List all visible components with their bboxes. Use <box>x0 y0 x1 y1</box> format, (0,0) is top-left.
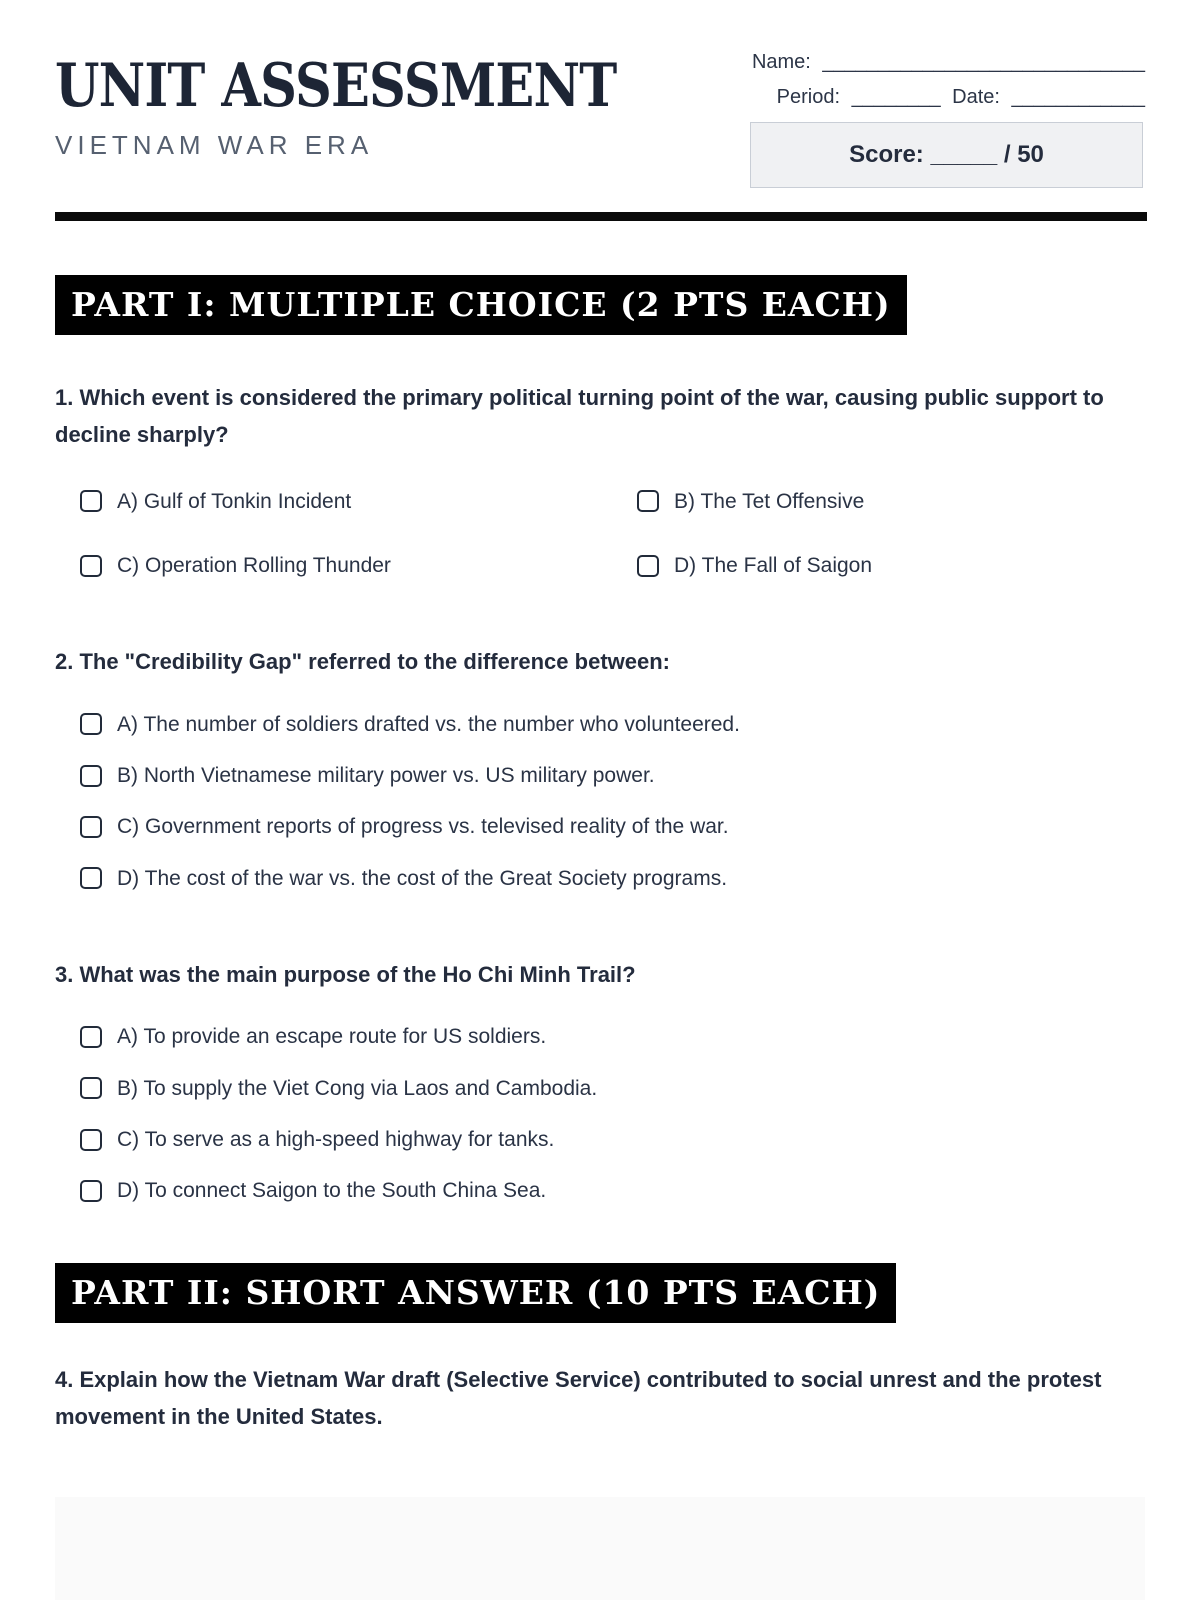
date-blank-line[interactable]: ____________ <box>1011 86 1145 108</box>
option-q2-a[interactable] <box>80 711 1145 738</box>
name-label: Name: <box>751 51 811 73</box>
checkbox-icon[interactable] <box>80 555 102 577</box>
divider-rule <box>55 212 1147 221</box>
option-q1-d[interactable] <box>637 552 1145 579</box>
option-q1-b[interactable] <box>637 488 1145 515</box>
option-q3-c[interactable] <box>80 1126 1145 1153</box>
question-2-options <box>55 711 1145 892</box>
option-q3-a[interactable] <box>80 1023 1145 1050</box>
option-q3-d[interactable] <box>80 1177 1145 1204</box>
checkbox-icon[interactable] <box>80 1077 102 1099</box>
option-label: A) The number of soldiers drafted vs. the number who volunteered. <box>117 712 740 736</box>
option-label: B) To supply the Viet Cong via Laos and Cambodia. <box>117 1076 598 1100</box>
header-student-block <box>750 52 1145 188</box>
question-3-text: 3. What was the main purpose of the Ho Chi Minh Trail? <box>55 961 636 987</box>
question-1-options <box>55 488 1145 580</box>
score-box <box>750 122 1143 188</box>
option-label: D) The cost of the war vs. the cost of the Great Society programs. <box>117 866 728 890</box>
option-label: B) North Vietnamese military power vs. US military power. <box>117 764 655 788</box>
name-field <box>750 52 1145 72</box>
checkbox-icon[interactable] <box>80 867 102 889</box>
checkbox-icon[interactable] <box>80 765 102 787</box>
option-label: A) Gulf of Tonkin Incident <box>117 489 352 513</box>
name-blank-line[interactable]: _____________________________ <box>822 51 1145 73</box>
part2-section-header: PART II: SHORT ANSWER (10 PTS EACH) <box>55 1263 896 1323</box>
checkbox-icon[interactable] <box>80 1129 102 1151</box>
question-4-text: 4. Explain how the Vietnam War draft (Selective Service) contributed to social unrest and the protest movement in the United States. <box>55 1366 1102 1429</box>
option-q2-c[interactable] <box>80 813 1145 840</box>
option-label: B) The Tet Offensive <box>674 489 865 513</box>
page-subtitle: VIETNAM WAR ERA <box>55 130 374 160</box>
page-title: UNIT ASSESSMENT <box>55 51 617 121</box>
period-label: Period: <box>776 86 841 108</box>
checkbox-icon[interactable] <box>80 1026 102 1048</box>
header <box>55 52 1145 188</box>
score-text: Score: _____ / 50 <box>849 141 1044 168</box>
checkbox-icon[interactable] <box>637 555 659 577</box>
period-date-field <box>750 87 1145 107</box>
option-label: C) To serve as a high-speed highway for tanks. <box>117 1127 555 1151</box>
period-blank-line[interactable]: ________ <box>851 86 941 108</box>
question-1-text: 1. Which event is considered the primary political turning point of the war, causing public support to decline sharply? <box>55 385 1104 448</box>
option-q3-b[interactable] <box>80 1075 1145 1102</box>
option-q2-b[interactable] <box>80 762 1145 789</box>
option-q2-d[interactable] <box>80 865 1145 892</box>
question-2-text: 2. The "Credibility Gap" referred to the difference between: <box>55 649 670 675</box>
question-3 <box>55 956 1145 1205</box>
checkbox-icon[interactable] <box>637 490 659 512</box>
option-q1-c[interactable] <box>80 552 637 579</box>
date-label: Date: <box>952 86 1000 108</box>
checkbox-icon[interactable] <box>80 490 102 512</box>
checkbox-icon[interactable] <box>80 816 102 838</box>
question-2 <box>55 643 1145 892</box>
option-label: A) To provide an escape route for US soldiers. <box>117 1025 547 1049</box>
option-q1-a[interactable] <box>80 488 637 515</box>
option-label: D) To connect Saigon to the South China Sea. <box>117 1179 547 1203</box>
question-4-answer-area[interactable] <box>55 1497 1145 1600</box>
option-label: C) Government reports of progress vs. televised reality of the war. <box>117 815 729 839</box>
checkbox-icon[interactable] <box>80 1180 102 1202</box>
checkbox-icon[interactable] <box>80 713 102 735</box>
option-label: C) Operation Rolling Thunder <box>117 554 391 578</box>
header-title-block <box>55 52 715 161</box>
question-1 <box>55 379 1145 579</box>
part1-section-header: PART I: MULTIPLE CHOICE (2 PTS EACH) <box>55 275 907 335</box>
question-4 <box>55 1361 1145 1600</box>
question-3-options <box>55 1023 1145 1204</box>
option-label: D) The Fall of Saigon <box>674 554 873 578</box>
